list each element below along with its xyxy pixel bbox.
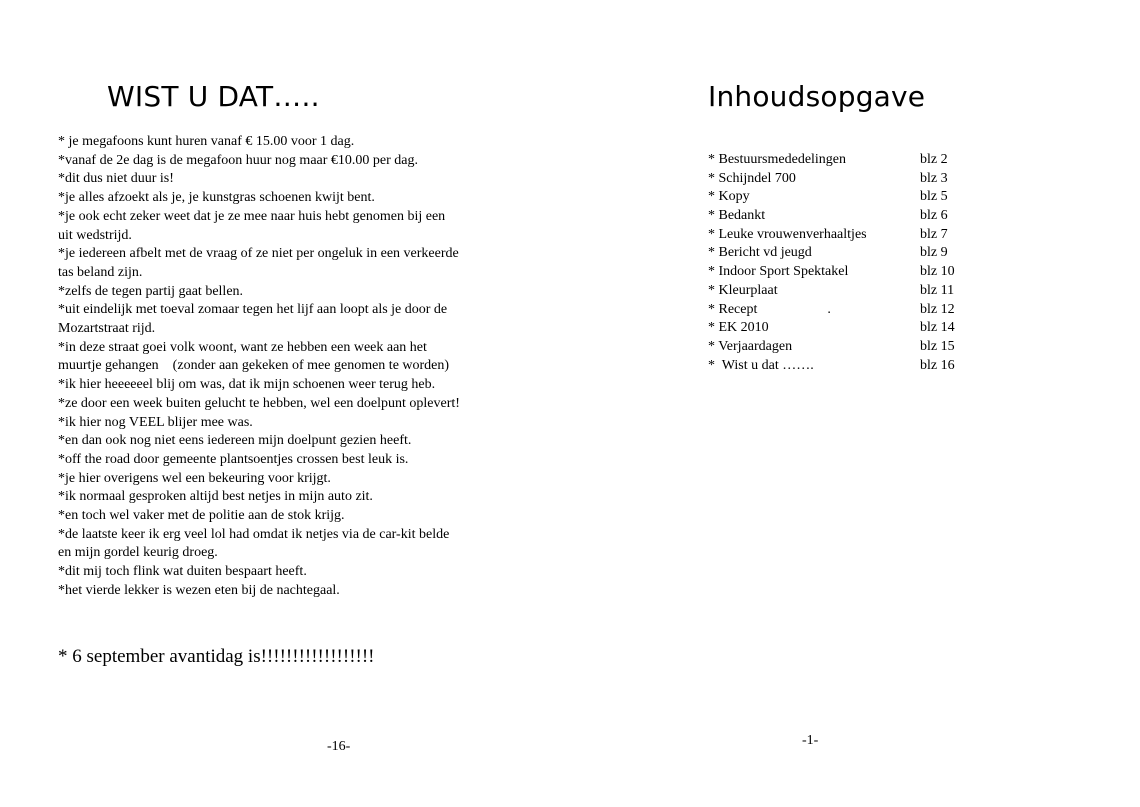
fact-line: *de laatste keer ik erg veel lol had omdat ik netjes via de car-kit belde <box>58 526 450 542</box>
fact-line: *en dan ook nog niet eens iedereen mijn doelpunt gezien heeft. <box>58 433 412 449</box>
fact-line: *off the road door gemeente plantsoentjes crossen best leuk is. <box>58 451 409 467</box>
table-of-contents <box>708 151 988 375</box>
toc-entry <box>708 282 988 301</box>
fact-line: tas beland zijn. <box>58 264 143 280</box>
toc-entry-page: blz 16 <box>920 357 955 373</box>
toc-entry-title: * Bericht vd jeugd <box>708 245 812 261</box>
page-number-left: -16- <box>327 739 351 754</box>
fact-line: * je megafoons kunt huren vanaf € 15.00 voor 1 dag. <box>58 134 355 149</box>
toc-entry-title: * EK 2010 <box>708 320 769 336</box>
toc-entry <box>708 301 988 320</box>
toc-entry-title: * Kopy <box>708 189 750 205</box>
avantidag-announcement: * 6 september avantidag is!!!!!!!!!!!!!!!!!! <box>58 646 375 667</box>
toc-entry-page: blz 14 <box>920 320 955 336</box>
toc-entry-title: * Leuke vrouwenverhaaltjes <box>708 226 867 242</box>
fact-line: *dit dus niet duur is! <box>58 171 174 187</box>
toc-entry <box>708 319 988 338</box>
toc-entry <box>708 338 988 357</box>
fact-line: *je alles afzoekt als je, je kunstgras schoenen kwijt bent. <box>58 190 375 206</box>
fact-line: *ze door een week buiten gelucht te hebben, wel een doelpunt oplevert! <box>58 395 460 411</box>
toc-entry-page: blz 9 <box>920 245 948 261</box>
right-page <box>570 0 1140 807</box>
toc-entry <box>708 226 988 245</box>
toc-entry-page: blz 7 <box>920 226 948 242</box>
fact-line: *vanaf de 2e dag is de megafoon huur nog maar €10.00 per dag. <box>58 152 418 168</box>
toc-entry <box>708 151 988 170</box>
toc-entry-title: * Bedankt <box>708 208 766 224</box>
toc-entry <box>708 357 988 376</box>
fact-line: *in deze straat goei volk woont, want ze hebben een week aan het <box>58 339 427 355</box>
toc-entry-page: blz 11 <box>920 282 955 298</box>
fact-line: en mijn gordel keurig droeg. <box>58 545 218 561</box>
toc-entry-page: blz 2 <box>920 152 948 167</box>
facts-list <box>58 133 558 601</box>
fact-line: *dit mij toch flink wat duiten bespaart heeft. <box>58 564 307 580</box>
toc-entry <box>708 207 988 226</box>
fact-line: *ik hier nog VEEL blijer mee was. <box>58 414 253 430</box>
fact-line: *je iedereen afbelt met de vraag of ze niet per ongeluk in een verkeerde <box>58 246 459 262</box>
fact-line: *je ook echt zeker weet dat je ze mee naar huis hebt genomen bij een <box>58 208 446 224</box>
toc-entry-page: blz 15 <box>920 338 955 354</box>
toc-entry-title: * Verjaardagen <box>708 338 793 354</box>
fact-line: *en toch wel vaker met de politie aan de stok krijg. <box>58 508 345 524</box>
toc-entry-title: * Recept . <box>708 301 831 317</box>
toc-entry-page: blz 12 <box>920 301 955 317</box>
toc-entry <box>708 244 988 263</box>
toc-entry-title: * Indoor Sport Spektakel <box>708 264 849 280</box>
toc-entry-title: * Kleurplaat <box>708 282 778 298</box>
fact-line: Mozartstraat rijd. <box>58 321 156 337</box>
toc-entry-title: * Bestuursmededelingen <box>708 152 847 167</box>
toc-entry-page: blz 3 <box>920 170 948 186</box>
fact-line: *zelfs de tegen partij gaat bellen. <box>58 283 244 299</box>
toc-entry-page: blz 6 <box>920 208 948 224</box>
page-number-right: -1- <box>802 733 819 748</box>
toc-entry-page: blz 5 <box>920 189 948 205</box>
fact-line: *je hier overigens wel een bekeuring voor krijgt. <box>58 470 331 486</box>
toc-entry-title: * Schijndel 700 <box>708 170 796 186</box>
contents-heading: Inhoudsopgave <box>708 80 926 113</box>
toc-entry-title: * Wist u dat ……. <box>708 357 814 373</box>
wist-u-dat-heading: WIST U DAT….. <box>107 80 320 113</box>
fact-line: *ik hier heeeeeel blij om was, dat ik mijn schoenen weer terug heb. <box>58 377 436 393</box>
fact-line: *het vierde lekker is wezen eten bij de nachtegaal. <box>58 582 340 598</box>
fact-line: muurtje gehangen (zonder aan gekeken of mee genomen te worden) <box>58 358 450 374</box>
toc-entry-page: blz 10 <box>920 264 955 280</box>
fact-line: *uit eindelijk met toeval zomaar tegen het lijf aan loopt als je door de <box>58 302 448 318</box>
toc-entry <box>708 188 988 207</box>
fact-line: *ik normaal gesproken altijd best netjes in mijn auto zit. <box>58 489 373 505</box>
toc-entry <box>708 263 988 282</box>
toc-entry <box>708 170 988 189</box>
fact-line: uit wedstrijd. <box>58 227 132 243</box>
